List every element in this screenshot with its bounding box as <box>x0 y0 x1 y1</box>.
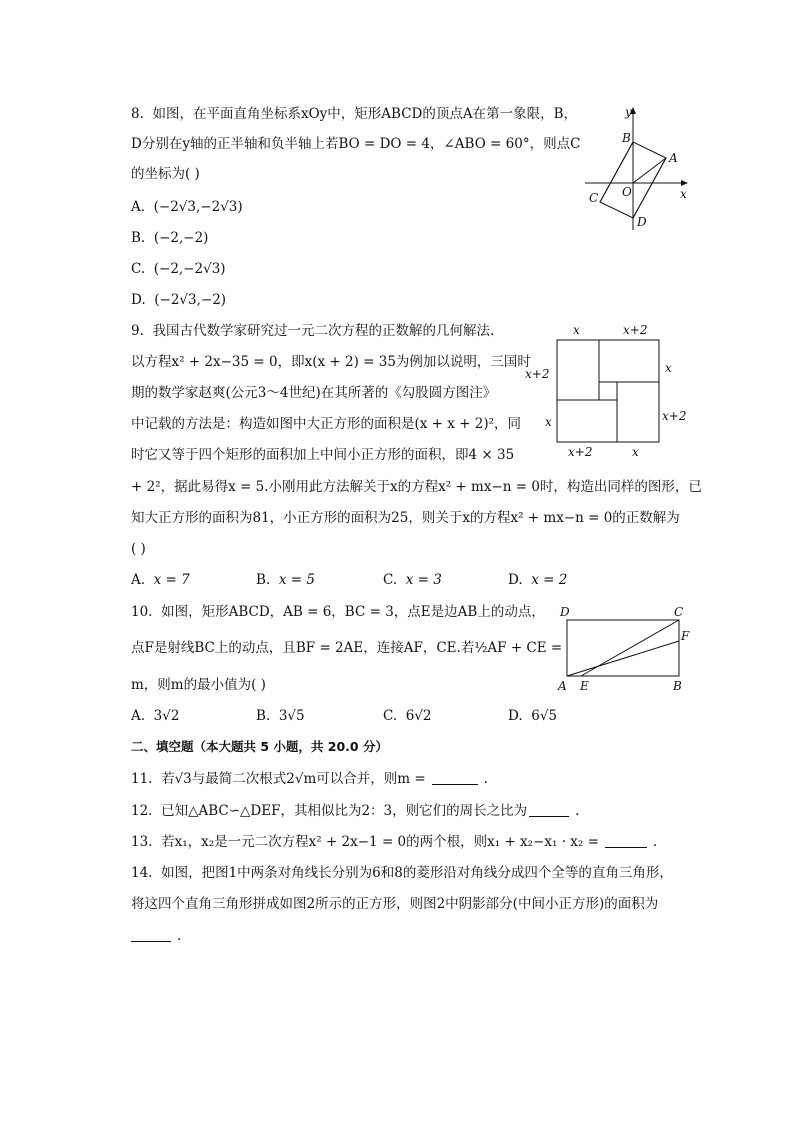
q8-label-d: D <box>637 215 647 229</box>
q13: 13. 若x₁，x₂是一元二次方程x² + 2x−1 = 0的两个根，则x₁ + x₂−x₁ · x₂ = . <box>131 834 658 850</box>
q9-label-right-bottom: x+2 <box>662 409 687 423</box>
q9-rect-bottom-left <box>557 400 617 442</box>
q9-line7: 知大正方形的面积为81，小正方形的面积为25，则关于x的方程x² + mx−n = 0的正数解为 <box>131 510 680 526</box>
q8-figure <box>580 100 700 235</box>
q9-line8: ( ) <box>131 541 146 557</box>
q8-label-y: y <box>625 105 632 119</box>
q8-label-c: C <box>589 191 599 205</box>
q12-answer-blank[interactable] <box>529 802 569 817</box>
q11: 11. 若√3与最简二次根式2√m可以合并，则m = . <box>131 771 488 787</box>
q11-answer-blank[interactable] <box>432 770 478 785</box>
section2-title: 二、填空题（本大题共 5 小题，共 20.0 分） <box>131 739 388 754</box>
q10-label-f: F <box>681 629 690 643</box>
q14-number: 14. <box>131 865 153 881</box>
q10-option-a[interactable]: A. 3√2 <box>131 708 180 724</box>
q10-option-b[interactable]: B. 3√5 <box>256 708 305 724</box>
q8-x-arrow-icon <box>681 180 688 186</box>
q14-line1: 14. 如图，把图1中两条对角线长分别为6和8的菱形沿对角线分成四个全等的直角三角形， <box>131 865 673 881</box>
q10-rectangle-abcd <box>567 620 679 676</box>
q10-number: 10. <box>131 604 153 620</box>
q9-number: 9. <box>131 323 144 339</box>
q9-line1: 9. 我国古代数学家研究过一元二次方程的正数解的几何解法. <box>131 323 495 339</box>
q8-line-ad <box>633 158 666 218</box>
q10-label-d: D <box>560 605 570 619</box>
q9-label-top-right: x+2 <box>623 323 648 337</box>
q14-line2: 将这四个直角三角形拼成如图2所示的正方形，则图2中阴影部分(中间小正方形)的面积为 <box>131 896 659 912</box>
q13-number: 13. <box>131 834 153 850</box>
q9-label-left: x+2 <box>525 367 550 381</box>
q13-answer-blank[interactable] <box>605 833 647 848</box>
q12-number: 12. <box>131 803 153 819</box>
q9-line3: 期的数学家赵爽(公元3～4世纪)在其所著的《勾股圆方图注》 <box>131 385 497 401</box>
q8-label-o: O <box>622 185 632 199</box>
q9-rect-top-left <box>557 340 599 400</box>
q10-line-af <box>567 641 679 676</box>
q9-line6: + 2²，据此易得x = 5.小刚用此方法解关于x的方程x² + mx−n = 0时，构造出同样的图形，已 <box>131 479 702 495</box>
q9-line4: 中记载的方法是：构造如图中大正方形的面积是(x + x + 2)²，同 <box>131 416 522 432</box>
q8-option-b[interactable]: B. (−2,−2) <box>131 230 209 246</box>
q10-label-e: E <box>580 679 589 693</box>
q8-line2: D分别在y轴的正半轴和负半轴上若BO = DO = 4，∠ABO = 60°，则点C <box>131 136 581 152</box>
q9-figure <box>525 320 705 460</box>
q10-line-ce <box>581 620 679 676</box>
q9-rect-top-right <box>599 340 659 382</box>
q9-line5: 时它又等于四个矩形的面积加上中间小正方形的面积，即4 × 35 <box>131 447 515 463</box>
q8-option-c[interactable]: C. (−2,−2√3) <box>131 261 226 277</box>
q11-number: 11. <box>131 771 153 787</box>
q8-line3: 的坐标为( ) <box>131 166 200 182</box>
q9-big-square <box>557 340 659 442</box>
q8-label-x: x <box>680 187 687 201</box>
q8-line-oa <box>633 158 666 183</box>
q9-label-bottom-left: x+2 <box>568 445 593 459</box>
q12: 12. 已知△ABC∽△DEF，其相似比为2：3，则它们的周长之比为 . <box>131 803 580 819</box>
q8-option-d[interactable]: D. (−2√3,−2) <box>131 292 227 308</box>
q8-line1: 8. 如图，在平面直角坐标系xOy中，矩形ABCD的顶点A在第一象限，B， <box>131 106 578 122</box>
q10-label-c: C <box>674 605 684 619</box>
q9-option-a[interactable]: A. x = 7 <box>131 572 190 588</box>
q10-line1: 10. 如图，矩形ABCD，AB = 6，BC = 3，点E是边AB上的动点， <box>131 604 545 620</box>
q8-option-a[interactable]: A. (−2√3,−2√3) <box>131 199 243 215</box>
q10-label-b: B <box>673 679 682 693</box>
q8-label-a: A <box>669 151 678 165</box>
q14-line3: . <box>131 927 181 945</box>
q9-line2: 以方程x² + 2x−35 = 0，即x(x + 2) = 35为例加以说明，三国时 <box>131 354 531 370</box>
q9-option-c[interactable]: C. x = 3 <box>383 572 442 588</box>
q14-answer-blank[interactable] <box>131 927 171 942</box>
q9-rect-bottom-right <box>617 382 659 442</box>
q10-option-c[interactable]: C. 6√2 <box>383 708 432 724</box>
q8-number: 8. <box>131 106 144 122</box>
q9-label-right-top: x <box>665 361 672 375</box>
q8-label-b: B <box>622 131 631 145</box>
q9-option-b[interactable]: B. x = 5 <box>256 572 315 588</box>
q9-label-bottom-right: x <box>632 445 639 459</box>
q10-line3: m，则m的最小值为( ) <box>131 677 266 693</box>
q10-option-d[interactable]: D. 6√5 <box>508 708 558 724</box>
q9-label-left-bottom: x <box>545 415 552 429</box>
q10-line2: 点F是射线BC上的动点，且BF = 2AE，连接AF，CE.若½AF + CE = <box>131 640 563 656</box>
q10-label-a: A <box>558 679 567 693</box>
q10-figure <box>555 600 695 695</box>
q9-option-d[interactable]: D. x = 2 <box>508 572 568 588</box>
q9-label-top-left: x <box>573 323 580 337</box>
